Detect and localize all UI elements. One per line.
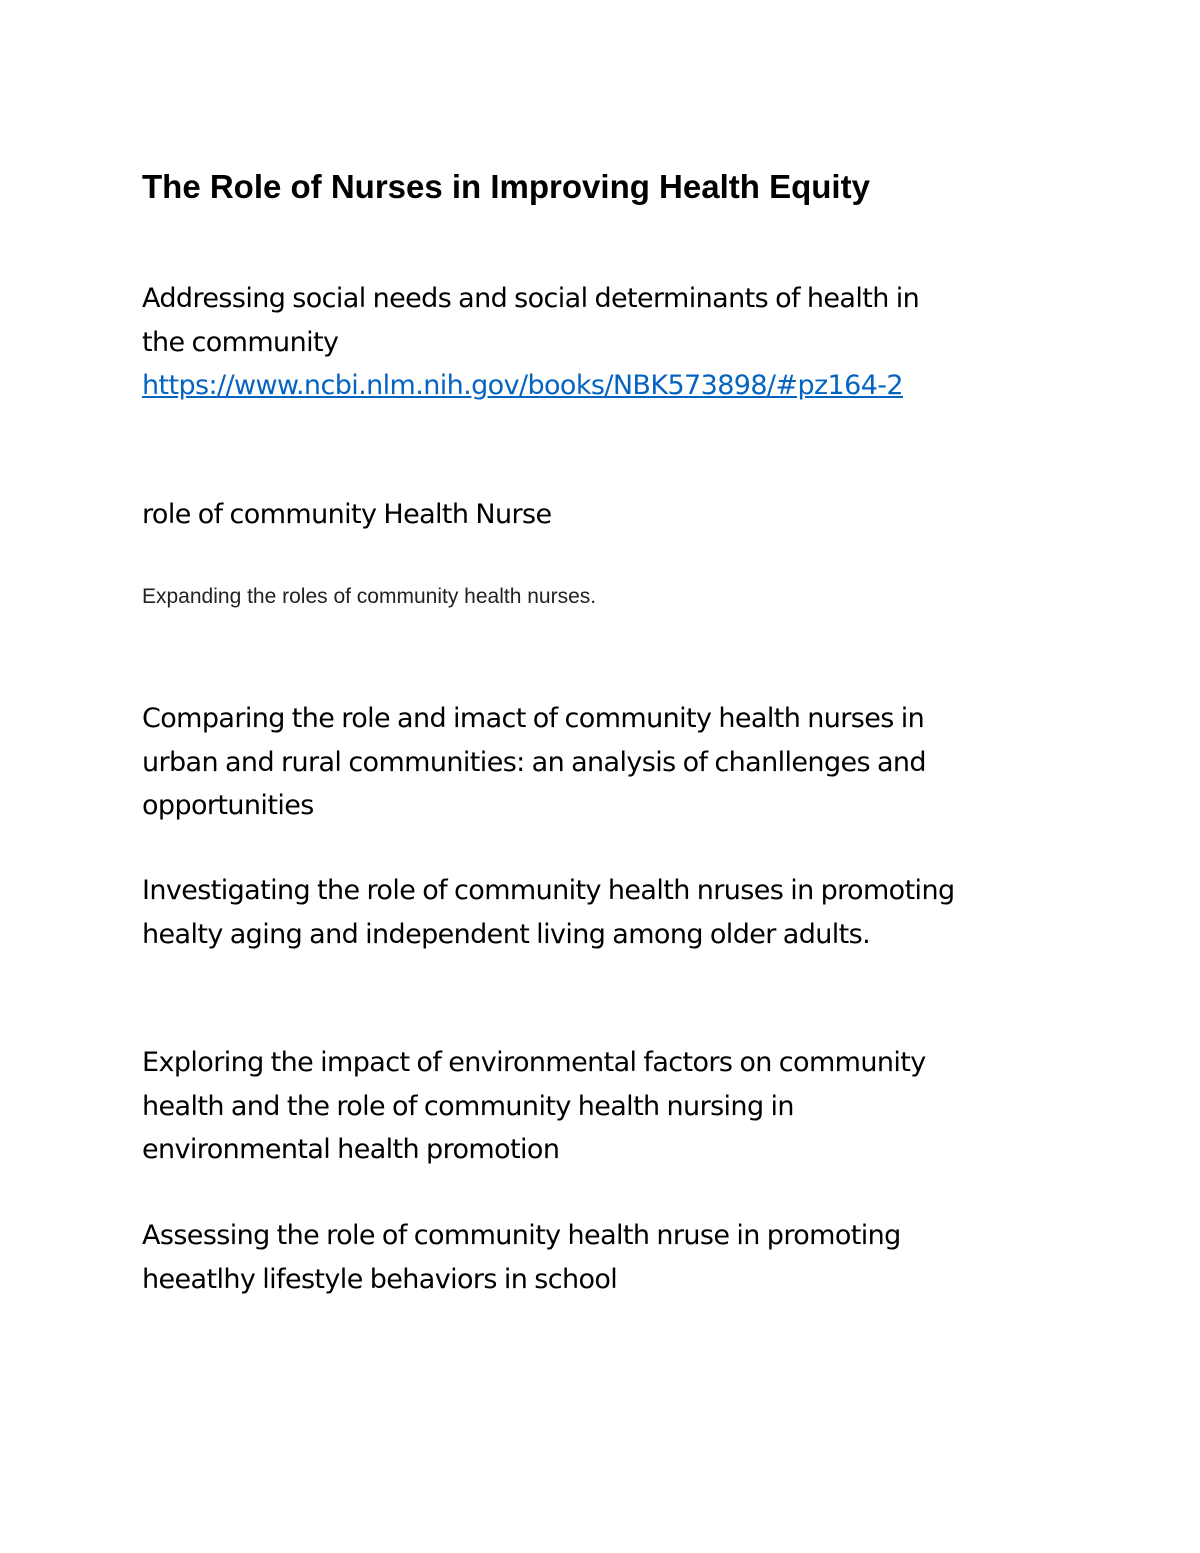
ncbi-reference-link[interactable]: https://www.ncbi.nlm.nih.gov/books/NBK573898/#pz164-2 (142, 370, 904, 401)
topic-urban-rural (142, 697, 1072, 828)
text-line: the community (142, 326, 339, 358)
text-line: urban and rural communities: an analysis of chanllenges and (142, 746, 926, 778)
text-line: role of community Health Nurse (142, 499, 552, 530)
text-line: Assessing the role of community health nruse in promoting (142, 1220, 901, 1251)
section-social-needs (142, 277, 1072, 364)
topic-environmental-health (142, 1041, 1072, 1172)
topic-school-lifestyle (142, 1214, 1072, 1301)
text-line: healty aging and independent living among older adults. (142, 918, 871, 950)
topic-healthy-aging (142, 869, 1072, 956)
text-line: environmental health promotion (142, 1134, 560, 1165)
section-heading-community-nurse (142, 493, 1072, 537)
text-line: Exploring the impact of environmental factors on community (142, 1047, 926, 1078)
text-line: Addressing social needs and social determinants of health in (142, 283, 920, 314)
text-line: Comparing the role and imact of community health nurses in (142, 703, 925, 734)
text-line: health and the role of community health nursing in (142, 1090, 794, 1122)
document-title: The Role of Nurses in Improving Health Equity (142, 168, 870, 205)
text-line: heeatlhy lifestyle behaviors in school (142, 1263, 618, 1295)
text-line: opportunities (142, 790, 314, 821)
text-line: Investigating the role of community health nruses in promoting (142, 875, 955, 906)
section-note-expanding-roles: Expanding the roles of community health nurses. (142, 585, 597, 608)
